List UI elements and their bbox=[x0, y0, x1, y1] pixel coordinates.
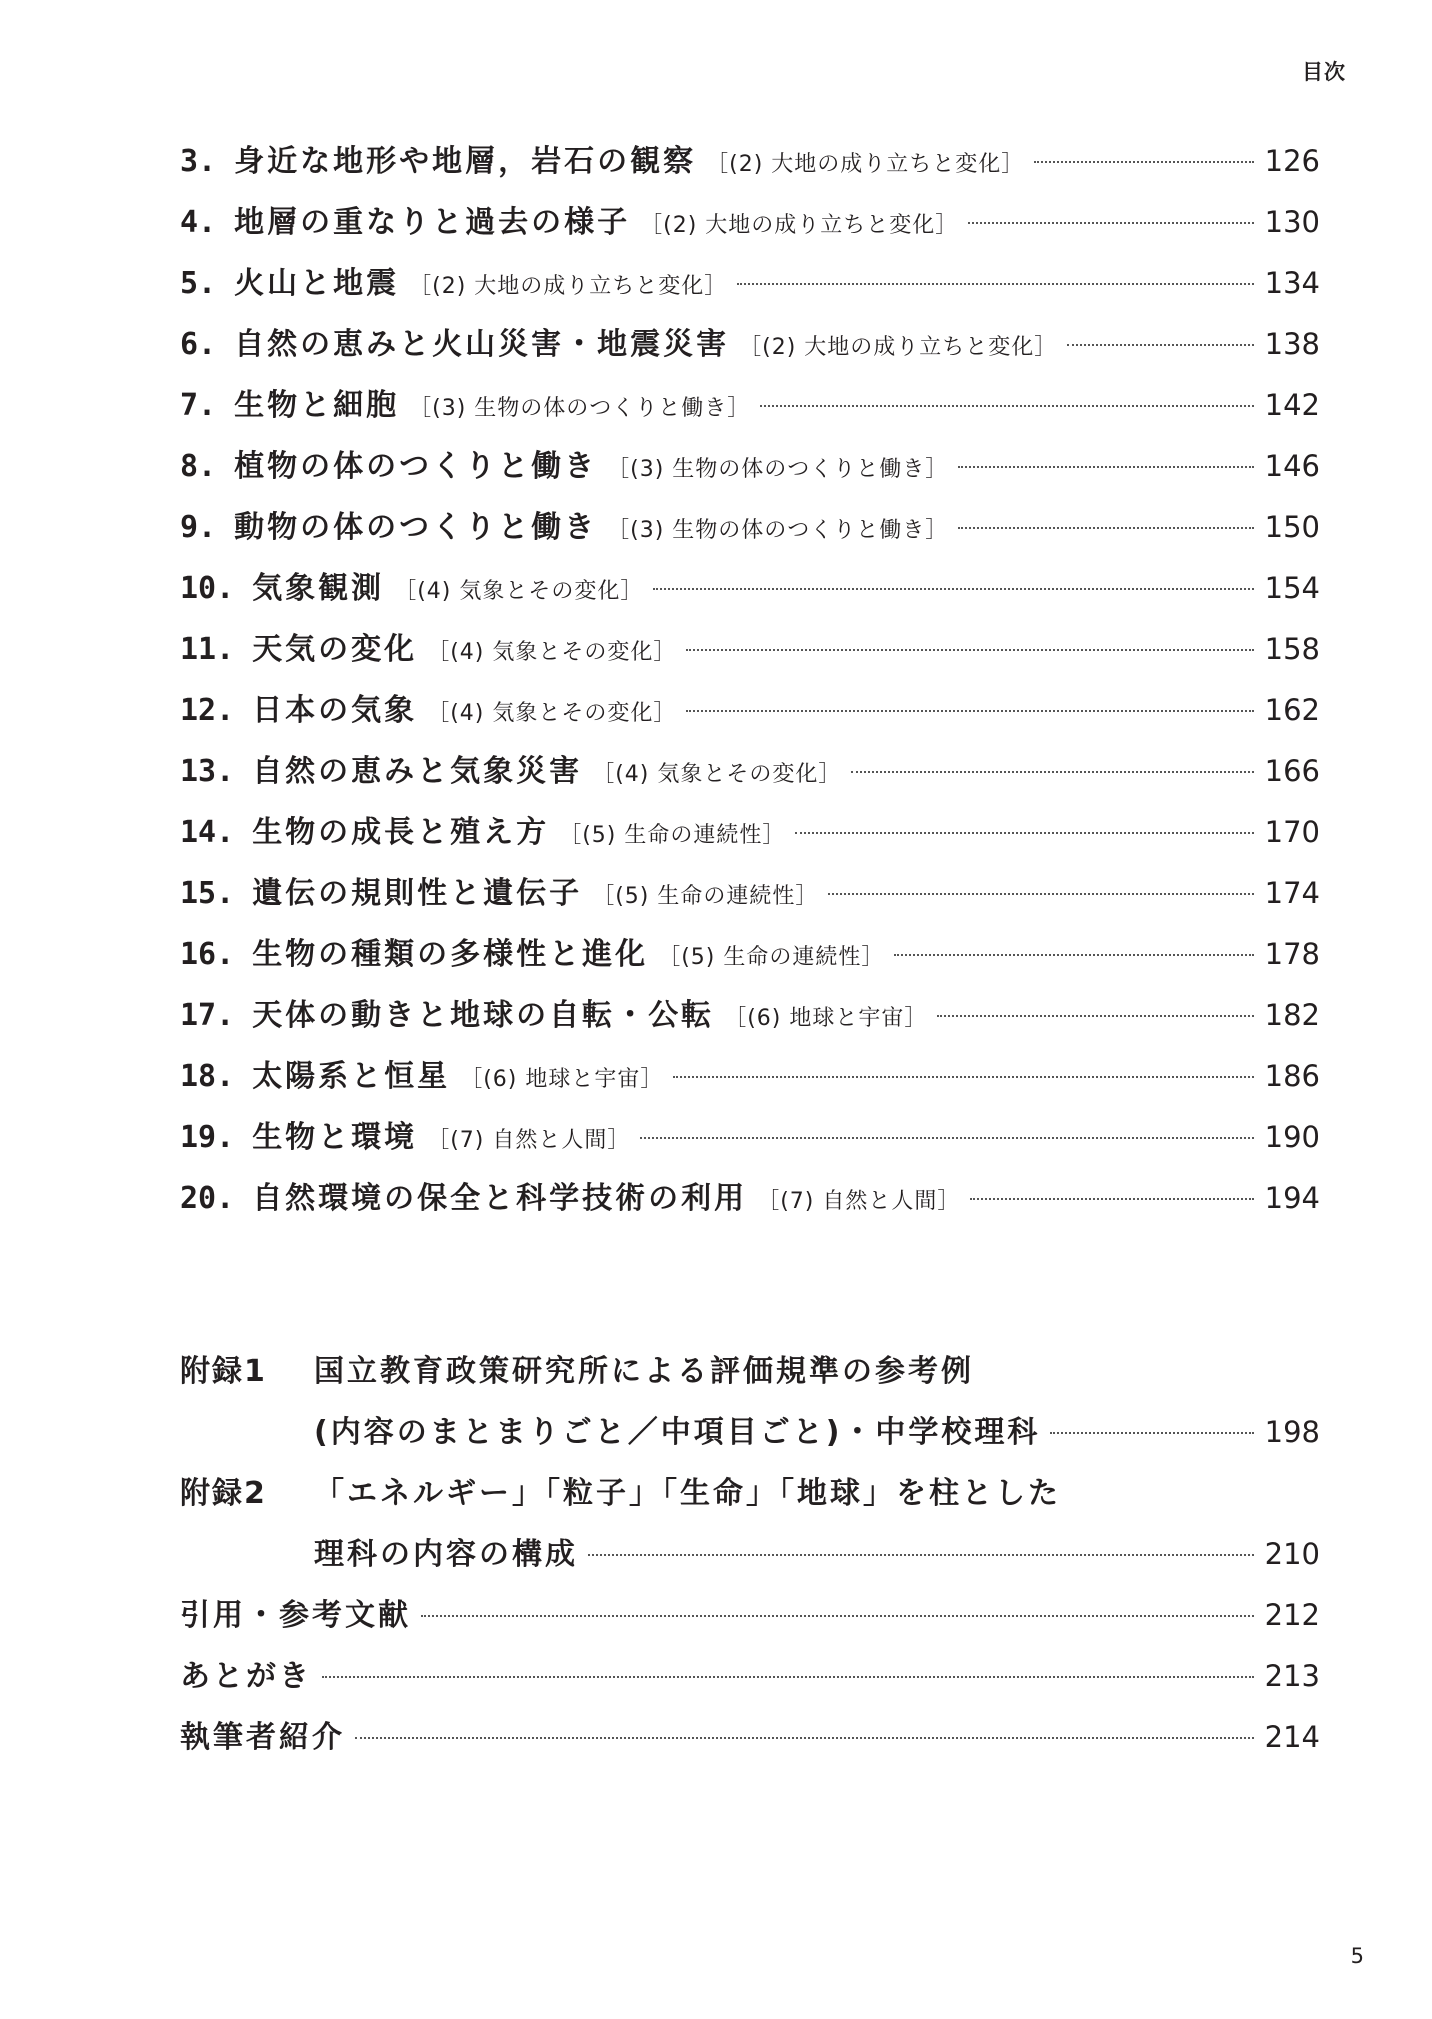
chapter-title: 自然環境の保全と科学技術の利用 bbox=[252, 1181, 748, 1216]
toc-entry[interactable] bbox=[180, 1107, 1320, 1168]
authors-page: 214 bbox=[1264, 1720, 1320, 1754]
chapter-title: 植物の体のつくりと働き bbox=[234, 449, 598, 484]
chapter-number: 11. bbox=[180, 632, 235, 667]
dot-leader bbox=[640, 1137, 1254, 1139]
chapter-number: 5. bbox=[180, 266, 217, 301]
chapter-number: 3. bbox=[180, 144, 217, 179]
chapter-number: 18. bbox=[180, 1059, 235, 1094]
dot-leader bbox=[958, 466, 1254, 468]
unit-reference: ［(6) 地球と宇宙］ bbox=[724, 1006, 928, 1031]
page-ref: 126 bbox=[1264, 144, 1320, 178]
chapter-number: 10. bbox=[180, 571, 235, 606]
dot-leader bbox=[322, 1676, 1254, 1678]
appendix-1-page: 198 bbox=[1264, 1415, 1320, 1449]
chapter-number: 12. bbox=[180, 693, 235, 728]
toc-entry[interactable] bbox=[180, 1046, 1320, 1107]
chapter-number: 7. bbox=[180, 388, 217, 423]
toc-entry[interactable] bbox=[180, 802, 1320, 863]
dot-leader bbox=[1050, 1432, 1254, 1434]
toc-entry[interactable] bbox=[180, 558, 1320, 619]
toc-entry[interactable] bbox=[180, 741, 1320, 802]
page-ref: 138 bbox=[1264, 327, 1320, 361]
chapter-title: 生物と細胞 bbox=[234, 388, 400, 423]
appendix-1-title: 国立教育政策研究所による評価規準の参考例 bbox=[314, 1354, 974, 1389]
unit-reference: ［(2) 大地の成り立ちと変化］ bbox=[409, 274, 728, 299]
toc-entry[interactable] bbox=[180, 863, 1320, 924]
dot-leader bbox=[795, 832, 1254, 834]
dot-leader bbox=[1067, 344, 1254, 346]
page-ref: 130 bbox=[1264, 205, 1320, 239]
chapter-title: 動物の体のつくりと働き bbox=[234, 510, 598, 545]
unit-reference: ［(5) 生命の連続性］ bbox=[658, 945, 885, 970]
page-ref: 166 bbox=[1264, 754, 1320, 788]
page-number: 5 bbox=[1350, 1944, 1364, 1968]
toc-entry[interactable] bbox=[180, 619, 1320, 680]
unit-reference: ［(3) 生物の体のつくりと働き］ bbox=[607, 518, 949, 543]
appendix-2-subtitle: 理科の内容の構成 bbox=[314, 1537, 578, 1572]
dot-leader bbox=[737, 283, 1254, 285]
appendix-2-label: 附録2 bbox=[180, 1476, 267, 1511]
toc-entry[interactable] bbox=[180, 131, 1320, 192]
unit-reference: ［(7) 自然と人間］ bbox=[427, 1128, 631, 1153]
chapter-number: 8. bbox=[180, 449, 217, 484]
dot-leader bbox=[851, 771, 1254, 773]
chapter-title: 日本の気象 bbox=[252, 693, 418, 728]
toc-entry[interactable] bbox=[180, 192, 1320, 253]
chapter-number: 20. bbox=[180, 1181, 235, 1216]
appendix-1-line-2[interactable] bbox=[180, 1402, 1320, 1463]
unit-reference: ［(2) 大地の成り立ちと変化］ bbox=[739, 335, 1058, 360]
toc-entry[interactable] bbox=[180, 985, 1320, 1046]
page-ref: 158 bbox=[1264, 632, 1320, 666]
chapter-title: 火山と地震 bbox=[234, 266, 400, 301]
dot-leader bbox=[894, 954, 1254, 956]
dot-leader bbox=[355, 1737, 1254, 1739]
unit-reference: ［(4) 気象とその変化］ bbox=[394, 579, 644, 604]
page-ref: 178 bbox=[1264, 937, 1320, 971]
chapter-title: 生物と環境 bbox=[252, 1120, 418, 1155]
dot-leader bbox=[970, 1198, 1254, 1200]
dot-leader bbox=[828, 893, 1254, 895]
dot-leader bbox=[686, 710, 1254, 712]
chapter-title: 気象観測 bbox=[252, 571, 385, 606]
dot-leader bbox=[653, 588, 1254, 590]
page-ref: 150 bbox=[1264, 510, 1320, 544]
unit-reference: ［(3) 生物の体のつくりと働き］ bbox=[607, 457, 949, 482]
chapter-title: 身近な地形や地層，岩石の観察 bbox=[234, 144, 697, 179]
chapter-title: 自然の恵みと火山災害・地震災害 bbox=[234, 327, 730, 362]
toc-entry-afterword[interactable] bbox=[180, 1646, 1320, 1707]
dot-leader bbox=[968, 222, 1254, 224]
unit-reference: ［(4) 気象とその変化］ bbox=[427, 640, 677, 665]
appendix-1-line-1[interactable] bbox=[180, 1341, 1320, 1402]
chapter-title: 自然の恵みと気象災害 bbox=[252, 754, 583, 789]
unit-reference: ［(3) 生物の体のつくりと働き］ bbox=[409, 396, 751, 421]
unit-reference: ［(2) 大地の成り立ちと変化］ bbox=[640, 213, 959, 238]
toc-entry[interactable] bbox=[180, 375, 1320, 436]
chapter-number: 19. bbox=[180, 1120, 235, 1155]
dot-leader bbox=[686, 649, 1254, 651]
toc-entry[interactable] bbox=[180, 680, 1320, 741]
chapter-title: 地層の重なりと過去の様子 bbox=[234, 205, 631, 240]
appendix-1-subtitle: (内容のまとまりごと／中項目ごと)・中学校理科 bbox=[314, 1415, 1041, 1450]
appendix-2-page: 210 bbox=[1264, 1537, 1320, 1571]
page-ref: 190 bbox=[1264, 1120, 1320, 1154]
chapter-title: 天体の動きと地球の自転・公転 bbox=[252, 998, 715, 1033]
appendix-list bbox=[180, 1341, 1320, 1768]
page-ref: 146 bbox=[1264, 449, 1320, 483]
chapter-list bbox=[180, 131, 1320, 1229]
unit-reference: ［(4) 気象とその変化］ bbox=[427, 701, 677, 726]
dot-leader bbox=[1034, 161, 1254, 163]
unit-reference: ［(5) 生命の連続性］ bbox=[592, 884, 819, 909]
dot-leader bbox=[421, 1615, 1254, 1617]
toc-entry[interactable] bbox=[180, 924, 1320, 985]
chapter-number: 13. bbox=[180, 754, 235, 789]
section-header: 目次 bbox=[1302, 60, 1346, 84]
unit-reference: ［(5) 生命の連続性］ bbox=[559, 823, 786, 848]
dot-leader bbox=[673, 1076, 1254, 1078]
chapter-number: 15. bbox=[180, 876, 235, 911]
dot-leader bbox=[588, 1554, 1254, 1556]
toc-entry[interactable] bbox=[180, 497, 1320, 558]
dot-leader bbox=[958, 527, 1254, 529]
appendix-1-label: 附録1 bbox=[180, 1354, 267, 1389]
chapter-title: 生物の成長と殖え方 bbox=[252, 815, 550, 850]
afterword-title: あとがき bbox=[180, 1659, 312, 1694]
chapter-number: 17. bbox=[180, 998, 235, 1033]
unit-reference: ［(4) 気象とその変化］ bbox=[592, 762, 842, 787]
references-title: 引用・参考文献 bbox=[180, 1598, 411, 1633]
toc-entry-references[interactable] bbox=[180, 1585, 1320, 1646]
appendix-2-line-1[interactable] bbox=[180, 1463, 1320, 1524]
unit-reference: ［(6) 地球と宇宙］ bbox=[460, 1067, 664, 1092]
page-ref: 134 bbox=[1264, 266, 1320, 300]
authors-title: 執筆者紹介 bbox=[180, 1720, 345, 1755]
page-ref: 142 bbox=[1264, 388, 1320, 422]
chapter-number: 6. bbox=[180, 327, 217, 362]
appendix-2-title: 「エネルギー」「粒子」「生命」「地球」を柱とした bbox=[314, 1476, 1061, 1511]
page-ref: 194 bbox=[1264, 1181, 1320, 1215]
toc-entry-authors[interactable] bbox=[180, 1707, 1320, 1768]
page-ref: 170 bbox=[1264, 815, 1320, 849]
chapter-number: 16. bbox=[180, 937, 235, 972]
appendix-2-line-2[interactable] bbox=[180, 1524, 1320, 1585]
unit-reference: ［(7) 自然と人間］ bbox=[757, 1189, 961, 1214]
page-ref: 162 bbox=[1264, 693, 1320, 727]
page-ref: 182 bbox=[1264, 998, 1320, 1032]
chapter-number: 4. bbox=[180, 205, 217, 240]
chapter-title: 生物の種類の多様性と進化 bbox=[252, 937, 649, 972]
page-ref: 154 bbox=[1264, 571, 1320, 605]
page-ref: 174 bbox=[1264, 876, 1320, 910]
unit-reference: ［(2) 大地の成り立ちと変化］ bbox=[706, 152, 1025, 177]
afterword-page: 213 bbox=[1264, 1659, 1320, 1693]
chapter-title: 太陽系と恒星 bbox=[252, 1059, 451, 1094]
chapter-number: 9. bbox=[180, 510, 217, 545]
toc-entry[interactable] bbox=[180, 1168, 1320, 1229]
chapter-title: 遺伝の規則性と遺伝子 bbox=[252, 876, 583, 911]
toc-entry[interactable] bbox=[180, 314, 1320, 375]
toc-entry[interactable] bbox=[180, 253, 1320, 314]
chapter-title: 天気の変化 bbox=[252, 632, 418, 667]
dot-leader bbox=[937, 1015, 1254, 1017]
page-ref: 186 bbox=[1264, 1059, 1320, 1093]
chapter-number: 14. bbox=[180, 815, 235, 850]
references-page: 212 bbox=[1264, 1598, 1320, 1632]
toc-entry[interactable] bbox=[180, 436, 1320, 497]
dot-leader bbox=[760, 405, 1254, 407]
